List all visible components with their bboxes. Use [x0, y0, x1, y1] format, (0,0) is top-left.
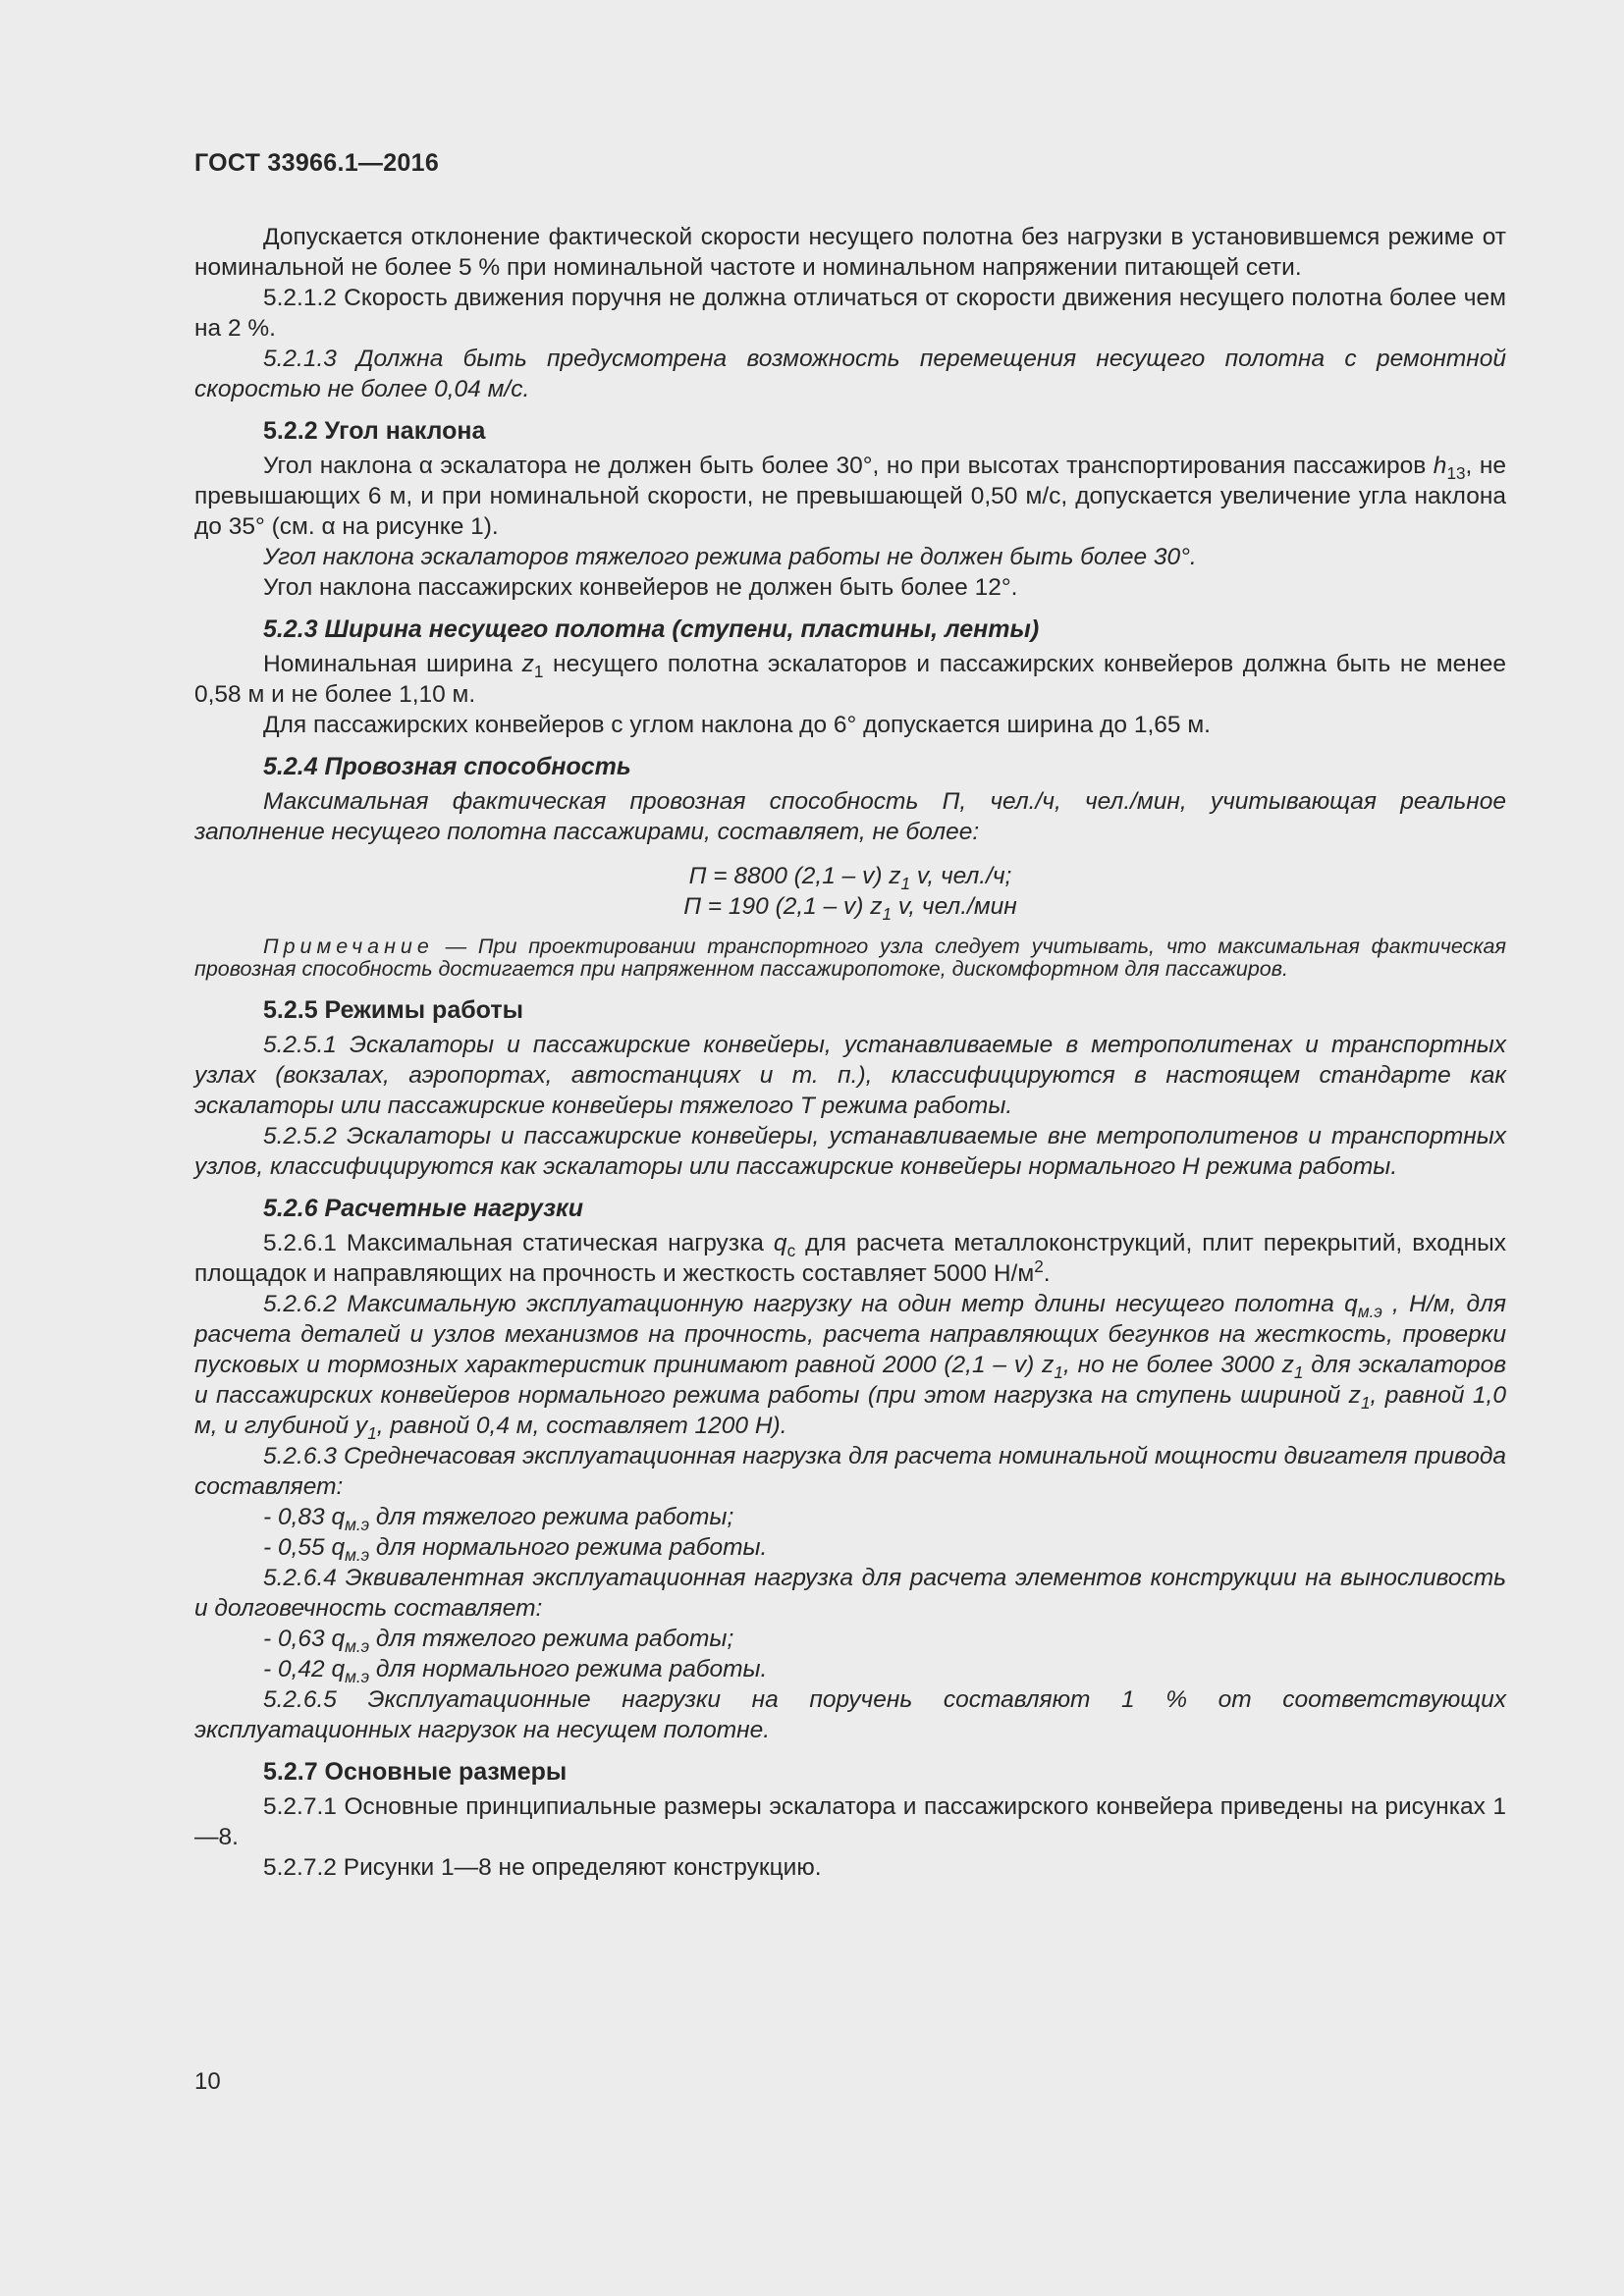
page-number: 10 [194, 2068, 221, 2095]
paragraph: 5.2.6.2 Максимальную эксплуатационную нагрузку на один метр длины несущего полотна $q_{м.э}$ , Н/м, для расчета деталей и узлов механизмов на прочность, расчета направляющих бегунков на жесткость, проверки пусковых и тормозных характеристик принимают равной 2000 (2,1 – v) $z_1$, но не более 3000 $z_1$ для эскалаторов и пассажирских конвейеров нормального режима работы (при этом нагрузка на ступень шириной $z_1$, равной 1,0 м, и глубиной $y_1$, равной 0,4 м, составляет 1200 Н). [194, 1291, 1506, 1443]
list-item: - 0,63 $q_{м.э}$ для тяжелого режима работы; [263, 1626, 734, 1656]
section-heading: 5.2.6 Расчетные нагрузки [263, 1195, 583, 1222]
paragraph: Допускается отклонение фактической скорости несущего полотна без нагрузки в установившемся режиме от номинальной не более 5 % при номинальной частоте и номинальном напряжении питающей сети. [194, 224, 1506, 281]
formula: П = 190 (2,1 – v) $z_1$ v, чел./мин [683, 893, 1017, 924]
paragraph: Угол наклона эскалаторов тяжелого режима работы не должен быть более 30°. [263, 544, 1197, 570]
paragraph: 5.2.6.1 Максимальная статическая нагрузка $q_c$ для расчета металлоконструкций, плит перекрытий, входных площадок и направляющих на прочность и жесткость составляет 5000 $Н/м^2$. [194, 1230, 1506, 1287]
list-item: - 0,83 $q_{м.э}$ для тяжелого режима работы; [263, 1504, 734, 1534]
paragraph: 5.2.6.5 Эксплуатационные нагрузки на поручень составляют 1 % от соответствующих эксплуатационных нагрузок на несущем полотне. [194, 1686, 1506, 1743]
document-header: ГОСТ 33966.1—2016 [194, 149, 440, 177]
paragraph: 5.2.1.2 Скорость движения поручня не должна отличаться от скорости движения несущего полотна более чем на 2 %. [194, 285, 1506, 342]
note: Примечание — При проектировании транспортного узла следует учитывать, что максимальная фактическая провозная способность достигается при напряженном пассажиропотоке, дискомфортном для пассажиров. [194, 934, 1506, 981]
paragraph: Для пассажирских конвейеров с углом наклона до 6° допускается ширина до 1,65 м. [263, 712, 1211, 738]
section-heading: 5.2.4 Провозная способность [263, 753, 631, 780]
paragraph: Угол наклона α эскалатора не должен быть более 30°, но при высотах транспортирования пассажиров $h_{13}$, не превышающих 6 м, и при номинальной скорости, не превышающей 0,50 м/с, допускается увеличение угла наклона до 35° (см. α на рисунке 1). [194, 453, 1506, 540]
section-heading: 5.2.3 Ширина несущего полотна (ступени, пластины, ленты) [263, 615, 1040, 643]
section-heading: 5.2.5 Режимы работы [263, 996, 523, 1024]
formula: П = 8800 (2,1 – v) $z_1$ v, чел./ч; [688, 863, 1012, 893]
paragraph: 5.2.5.1 Эскалаторы и пассажирские конвейеры, устанавливаемые в метрополитенах и транспортных узлах (вокзалах, аэропортах, автостанциях и т. п.), классифицируются в настоящем стандарте как эскалаторы или пассажирские конвейеры тяжелого Т режима работы. [194, 1032, 1506, 1119]
paragraph: 5.2.5.2 Эскалаторы и пассажирские конвейеры, устанавливаемые вне метрополитенов и транспортных узлов, классифицируются как эскалаторы или пассажирские конвейеры нормального Н режима работы. [194, 1123, 1506, 1180]
paragraph: Номинальная ширина $z_1$ несущего полотна эскалаторов и пассажирских конвейеров должна быть не менее 0,58 м и не более 1,10 м. [194, 651, 1506, 708]
list-item: - 0,42 $q_{м.э}$ для нормального режима работы. [263, 1656, 768, 1686]
paragraph: 5.2.7.2 Рисунки 1—8 не определяют конструкцию. [263, 1854, 822, 1881]
paragraph: 5.2.1.3 Должна быть предусмотрена возможность перемещения несущего полотна с ремонтной скоростью не более 0,04 м/с. [194, 346, 1506, 402]
section-heading: 5.2.2 Угол наклона [263, 417, 486, 445]
paragraph: 5.2.7.1 Основные принципиальные размеры эскалатора и пассажирского конвейера приведены на рисунках 1—8. [194, 1793, 1506, 1850]
paragraph: Угол наклона пассажирских конвейеров не должен быть более 12°. [263, 574, 1018, 601]
paragraph: Максимальная фактическая провозная способность П, чел./ч, чел./мин, учитывающая реальное заполнение несущего полотна пассажирами, составляет, не более: [194, 788, 1506, 845]
document-body [194, 222, 1506, 1883]
paragraph: 5.2.6.3 Среднечасовая эксплуатационная нагрузка для расчета номинальной мощности двигателя привода составляет: [194, 1443, 1506, 1500]
list-item: - 0,55 $q_{м.э}$ для нормального режима работы. [263, 1534, 768, 1565]
paragraph: 5.2.6.4 Эквивалентная эксплуатационная нагрузка для расчета элементов конструкции на выносливость и долговечность составляет: [194, 1565, 1506, 1622]
section-heading: 5.2.7 Основные размеры [263, 1758, 568, 1786]
